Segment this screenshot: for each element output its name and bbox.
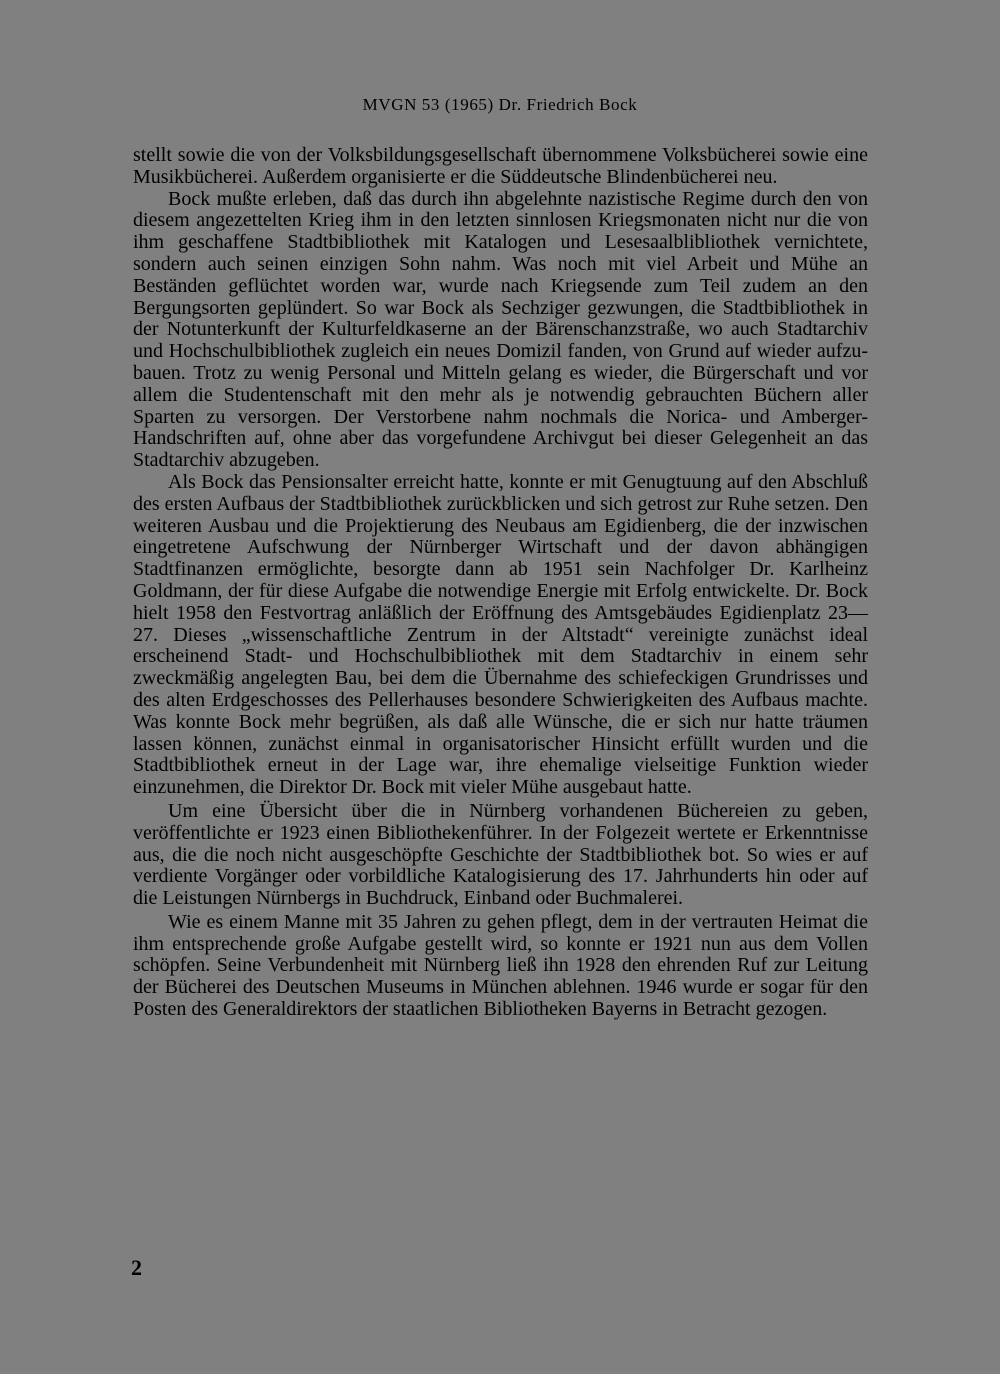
running-header: MVGN 53 (1965) Dr. Friedrich Bock: [362, 95, 638, 114]
paragraph-career: Wie es einem Manne mit 35 Jahren zu gehen pflegt, dem in der vertrauten Heimat die ihm entsprechende große Aufgabe gestellt wird, so konnte er 1921 nun aus dem Vollen schöpfen. Seine Verbundenheit mit Nürnberg ließ ihn 1928 den ehrenden Ruf zur Leitung der Bücherei des Deutschen Museums in München ablehnen. 1946 wurde er sogar für den Posten des Generaldirektors der staatlichen Bibliotheken Bayerns in Betracht gezogen.: [133, 910, 868, 1021]
paragraph-retirement: Als Bock das Pensionsalter erreicht hatte, konnte er mit Genugtuung auf den Abschluß des ersten Aufbaus der Stadtbibliothek zurückblicken und sich getrost zur Ruhe setzen. Den weiteren Ausbau und die Projektierung des Neubaus am Egidienberg, die der inzwischen eingetretene Aufschwung der Nürnberger Wirtschaft und der davon abhängigen Stadtfinanzen ermöglichte, besorgte dann ab 1951 sein Nachfolger Dr. Karlheinz Goldmann, der für diese Aufgabe die notwendige Energie mit Erfolg entwickelte. Dr. Bock hielt 1958 den Festvortrag anläßlich der Eröffnung des Amtsgebäudes Egidienplatz 23—27. Dieses „wissenschaftliche Zentrum in der Altstadt“ vereinigte zunächst ideal erscheinend Stadt- und Hochschulbibliothek mit dem Stadtarchiv in einem sehr zweckmäßig angelegten Bau, bei dem die Übernahme des schiefeckigen Grundrisses und des alten Erdgeschosses des Pellerhauses besondere Schwierigkeiten des Aufbaus machte. Was konnte Bock mehr begrüßen, als daß alle Wünsche, die er sich nur hatte träumen lassen können, zunächst einmal in organisatorischer Hinsicht erfüllt wurden und die Stadtbibliothek erneut in der Lage war, ihre ehemalige vielseitige Funktion wieder einzunehmen, die Direktor Dr. Bock mit vieler Mühe ausgebaut hatte.: [133, 470, 868, 799]
paragraph-bombing: Bock mußte erleben, daß das durch ihn abgelehnte nazistische Regime durch den von diesem angezettelten Krieg ihm in den letzten sinnlosen Kriegsmonaten nicht nur die von ihm geschaffene Stadtbibliothek mit Katalogen und Lesesaalblibliothek vernichtete, sondern auch seinen einzigen Sohn nahm. Was noch mit viel Arbeit und Mühe an Beständen geflüchtet worden war, wurde nach Kriegsende zum Teil zudem an den Bergungsorten geplündert. So war Bock als Sechziger gezwungen, die Stadtbibliothek in der Notunterkunft der Kulturfeldkaserne an der Bärenschanzstraße, wo auch Stadtarchiv und Hochschulbibliothek zugleich ein neues Domizil fanden, von Grund auf wieder aufzubauen. Trotz zu wenig Personal und Mitteln gelang es wieder, die Bürgerschaft und vor allem die Studentenschaft mit den mehr als je notwendig gebrauchten Büchern aller Sparten zu versorgen. Der Verstorbene nahm nochmals die Norica- und Amberger-Handschriften auf, ohne aber das vorgefundene Archivgut bei dieser Gelegenheit an das Stadtarchiv abzugeben.: [133, 187, 868, 472]
paragraph-continuation: stellt sowie die von der Volksbildungsgesellschaft übernommene Volksbücherei sowie eine Musikbücherei. Außerdem organisierte er die Süddeutsche Blindenbücherei neu.: [133, 144, 868, 188]
paragraph-overview: Um eine Übersicht über die in Nürnberg vorhandenen Büchereien zu geben, veröffentlichte er 1923 einen Bibliothekenführer. In der Folgezeit wertete er Erkenntnisse aus, die die noch nicht ausgeschöpfte Geschichte der Stadtbibliothek bot. So wies er auf verdiente Vorgänger oder vorbildliche Katalogisierung des 17. Jahrhunderts hin oder auf die Leistungen Nürnbergs in Buchdruck, Einband oder Buchmalerei.: [133, 799, 868, 910]
page-number: 2: [131, 1255, 142, 1280]
article-body: [133, 145, 868, 1021]
